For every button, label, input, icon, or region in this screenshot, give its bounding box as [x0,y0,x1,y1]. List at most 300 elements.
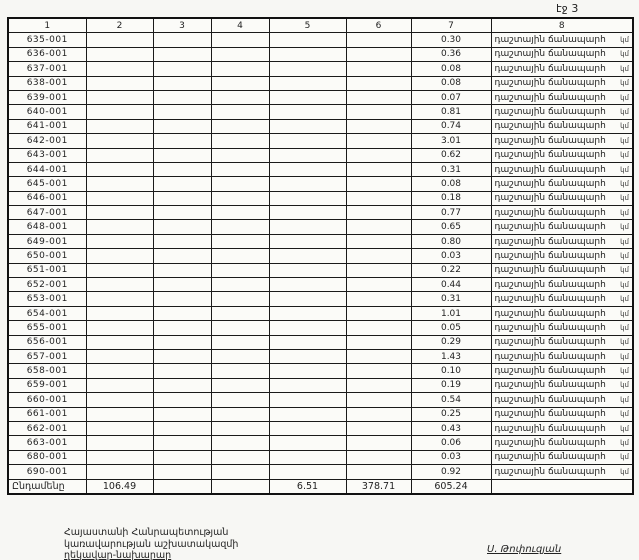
road-type-label: դաշտային ճանապարհ [494,107,606,118]
table-row [8,249,633,263]
empty-cell-col4 [211,47,269,61]
row-id-cell: 659-001 [8,378,86,392]
column-header-2: 2 [86,18,153,33]
row-value-cell: 0.62 [411,148,491,162]
row-id-cell: 643-001 [8,148,86,162]
empty-cell-col6 [346,62,411,76]
row-id-cell: 660-001 [8,393,86,407]
unit-label: կմ [620,194,629,203]
empty-cell-col2 [86,421,153,435]
table-row [8,378,633,392]
empty-cell-col3 [153,134,211,148]
row-id-cell: 662-001 [8,421,86,435]
empty-cell-col4 [211,421,269,435]
road-type-label: դաշտային ճանապարհ [494,294,606,305]
row-road-cell [491,162,633,176]
row-id-cell: 663-001 [8,436,86,450]
unit-label: կմ [620,467,629,476]
empty-cell-col5 [269,407,346,421]
row-value-cell: 0.54 [411,393,491,407]
empty-cell-col3 [153,407,211,421]
unit-label: կմ [620,453,629,462]
row-road-cell [491,105,633,119]
empty-cell-col3 [153,393,211,407]
table-row [8,220,633,234]
row-road-cell [491,393,633,407]
empty-cell-col5 [269,62,346,76]
road-type-label: դաշտային ճանապարհ [494,466,606,477]
table-row [8,278,633,292]
unit-label: կմ [620,223,629,232]
row-value-cell: 0.74 [411,119,491,133]
row-id-cell: 639-001 [8,90,86,104]
empty-cell-col3 [153,450,211,464]
empty-cell-col4 [211,407,269,421]
column-header-5: 5 [269,18,346,33]
empty-cell-col2 [86,249,153,263]
empty-cell-col6 [346,76,411,90]
total-col7: 605.24 [411,479,491,494]
empty-cell-col4 [211,33,269,47]
unit-label: կմ [620,352,629,361]
table-row [8,450,633,464]
row-value-cell: 0.22 [411,263,491,277]
empty-cell-col2 [86,436,153,450]
empty-cell-col5 [269,335,346,349]
empty-cell-col6 [346,465,411,479]
unit-label: կմ [620,64,629,73]
empty-cell-col2 [86,234,153,248]
signature-name: Ս. Թոփուզյան [487,544,562,555]
empty-cell-col3 [153,306,211,320]
table-row [8,393,633,407]
footer-line-2: կառավարության աշխատակազմի [64,538,239,550]
table-row [8,177,633,191]
table-row [8,306,633,320]
empty-cell-col3 [153,220,211,234]
empty-cell-col3 [153,162,211,176]
empty-cell-col6 [346,450,411,464]
empty-cell-col2 [86,321,153,335]
empty-cell-col6 [346,378,411,392]
row-id-cell: 653-001 [8,292,86,306]
empty-cell-col6 [346,364,411,378]
empty-cell-col6 [346,220,411,234]
empty-cell-col2 [86,465,153,479]
empty-cell-col6 [346,134,411,148]
empty-cell-col2 [86,134,153,148]
total-col3-empty [153,479,211,494]
total-col5: 6.51 [269,479,346,494]
road-type-label: դաշտային ճանապարհ [494,308,606,319]
empty-cell-col3 [153,76,211,90]
unit-label: կմ [620,381,629,390]
row-id-cell: 656-001 [8,335,86,349]
empty-cell-col5 [269,162,346,176]
empty-cell-col3 [153,119,211,133]
row-value-cell: 1.43 [411,349,491,363]
empty-cell-col4 [211,191,269,205]
empty-cell-col6 [346,119,411,133]
empty-cell-col2 [86,349,153,363]
row-id-cell: 648-001 [8,220,86,234]
empty-cell-col4 [211,76,269,90]
road-type-label: դաշտային ճանապարհ [494,207,606,218]
empty-cell-col6 [346,407,411,421]
empty-cell-col2 [86,177,153,191]
empty-cell-col3 [153,465,211,479]
empty-cell-col6 [346,162,411,176]
empty-cell-col5 [269,436,346,450]
row-road-cell [491,206,633,220]
row-road-cell [491,263,633,277]
empty-cell-col2 [86,33,153,47]
unit-label: կմ [620,108,629,117]
empty-cell-col4 [211,393,269,407]
empty-cell-col5 [269,378,346,392]
empty-cell-col4 [211,292,269,306]
empty-cell-col2 [86,47,153,61]
empty-cell-col5 [269,134,346,148]
row-id-cell: 644-001 [8,162,86,176]
row-value-cell: 0.81 [411,105,491,119]
table-row [8,234,633,248]
empty-cell-col5 [269,148,346,162]
table-row [8,349,633,363]
row-id-cell: 645-001 [8,177,86,191]
footer-line-1: Հայաստանի Հանրապետության [64,527,229,538]
row-id-cell: 635-001 [8,33,86,47]
unit-label: կմ [620,179,629,188]
empty-cell-col4 [211,206,269,220]
empty-cell-col2 [86,450,153,464]
empty-cell-col4 [211,349,269,363]
row-road-cell [491,465,633,479]
road-type-label: դաշտային ճանապարհ [494,150,606,161]
row-road-cell [491,119,633,133]
table-row [8,321,633,335]
row-id-cell: 657-001 [8,349,86,363]
road-type-label: դաշտային ճանապարհ [494,193,606,204]
row-value-cell: 1.01 [411,306,491,320]
row-id-cell: 642-001 [8,134,86,148]
row-id-cell: 636-001 [8,47,86,61]
empty-cell-col3 [153,177,211,191]
empty-cell-col6 [346,393,411,407]
empty-cell-col2 [86,292,153,306]
empty-cell-col6 [346,90,411,104]
empty-cell-col6 [346,249,411,263]
table-row [8,292,633,306]
empty-cell-col6 [346,349,411,363]
road-type-label: դաշտային ճանապարհ [494,121,606,132]
empty-cell-col2 [86,191,153,205]
empty-cell-col4 [211,364,269,378]
empty-cell-col6 [346,148,411,162]
road-type-label: դաշտային ճանապարհ [494,236,606,247]
row-road-cell [491,76,633,90]
unit-label: կմ [620,165,629,174]
empty-cell-col4 [211,90,269,104]
footer-office-block [64,527,238,560]
table-row [8,33,633,47]
table-row [8,90,633,104]
row-road-cell [491,62,633,76]
empty-cell-col2 [86,90,153,104]
empty-cell-col2 [86,148,153,162]
empty-cell-col2 [86,206,153,220]
empty-cell-col3 [153,90,211,104]
row-road-cell [491,33,633,47]
road-type-label: դաշտային ճանապարհ [494,164,606,175]
road-type-label: դաշտային ճանապարհ [494,92,606,103]
row-road-cell [491,450,633,464]
row-id-cell: 690-001 [8,465,86,479]
row-road-cell [491,177,633,191]
unit-label: կմ [620,93,629,102]
empty-cell-col2 [86,378,153,392]
empty-cell-col2 [86,62,153,76]
empty-cell-col5 [269,33,346,47]
empty-cell-col3 [153,47,211,61]
table-row [8,206,633,220]
table-row [8,62,633,76]
table-header-row [8,18,633,33]
row-value-cell: 3.01 [411,134,491,148]
empty-cell-col5 [269,292,346,306]
road-type-label: դաշտային ճանապարհ [494,409,606,420]
empty-cell-col4 [211,234,269,248]
empty-cell-col6 [346,47,411,61]
row-id-cell: 661-001 [8,407,86,421]
empty-cell-col2 [86,220,153,234]
unit-label: կմ [620,79,629,88]
row-id-cell: 658-001 [8,364,86,378]
unit-label: կմ [620,151,629,160]
row-road-cell [491,306,633,320]
unit-label: կմ [620,208,629,217]
road-type-label: դաշտային ճանապարհ [494,78,606,89]
table-row [8,465,633,479]
row-id-cell: 655-001 [8,321,86,335]
empty-cell-col4 [211,105,269,119]
empty-cell-col5 [269,177,346,191]
column-header-3: 3 [153,18,211,33]
empty-cell-col2 [86,119,153,133]
road-type-label: դաշտային ճանապարհ [494,63,606,74]
column-header-8: 8 [491,18,633,33]
row-value-cell: 0.03 [411,249,491,263]
column-header-4: 4 [211,18,269,33]
column-header-1: 1 [8,18,86,33]
row-value-cell: 0.43 [411,421,491,435]
unit-label: կմ [620,251,629,260]
total-col6: 378.71 [346,479,411,494]
empty-cell-col6 [346,278,411,292]
empty-cell-col5 [269,263,346,277]
empty-cell-col2 [86,278,153,292]
empty-cell-col4 [211,450,269,464]
row-road-cell [491,364,633,378]
empty-cell-col3 [153,234,211,248]
empty-cell-col3 [153,364,211,378]
empty-cell-col3 [153,378,211,392]
row-id-cell: 680-001 [8,450,86,464]
column-header-7: 7 [411,18,491,33]
row-id-cell: 637-001 [8,62,86,76]
row-value-cell: 0.18 [411,191,491,205]
empty-cell-col5 [269,76,346,90]
row-id-cell: 638-001 [8,76,86,90]
row-road-cell [491,249,633,263]
row-road-cell [491,378,633,392]
empty-cell-col4 [211,278,269,292]
empty-cell-col4 [211,321,269,335]
row-value-cell: 0.36 [411,47,491,61]
empty-cell-col4 [211,148,269,162]
row-value-cell: 0.25 [411,407,491,421]
road-type-label: դաշտային ճանապարհ [494,135,606,146]
empty-cell-col4 [211,220,269,234]
table-row [8,47,633,61]
empty-cell-col4 [211,465,269,479]
total-label: Ընդամենը [8,479,86,494]
empty-cell-col5 [269,234,346,248]
empty-cell-col4 [211,306,269,320]
empty-cell-col5 [269,364,346,378]
row-id-cell: 652-001 [8,278,86,292]
road-type-label: դաշտային ճանապարհ [494,394,606,405]
unit-label: կմ [620,439,629,448]
row-id-cell: 640-001 [8,105,86,119]
empty-cell-col5 [269,249,346,263]
empty-cell-col6 [346,105,411,119]
empty-cell-col3 [153,191,211,205]
unit-label: կմ [620,395,629,404]
unit-label: կմ [620,309,629,318]
empty-cell-col5 [269,105,346,119]
empty-cell-col3 [153,33,211,47]
empty-cell-col6 [346,321,411,335]
road-type-label: դաշտային ճանապարհ [494,178,606,189]
total-col2: 106.49 [86,479,153,494]
row-value-cell: 0.08 [411,62,491,76]
empty-cell-col4 [211,177,269,191]
table-row [8,421,633,435]
table-row [8,76,633,90]
road-type-label: դաշտային ճանապարհ [494,222,606,233]
empty-cell-col2 [86,393,153,407]
row-value-cell: 0.05 [411,321,491,335]
row-id-cell: 651-001 [8,263,86,277]
table-row [8,407,633,421]
table-row [8,364,633,378]
unit-label: կմ [620,424,629,433]
road-type-label: դաշտային ճանապարհ [494,279,606,290]
unit-label: կմ [620,36,629,45]
empty-cell-col6 [346,306,411,320]
row-id-cell: 650-001 [8,249,86,263]
road-type-label: դաշտային ճանապարհ [494,250,606,261]
footer-line-3: ղեկավար-նախարար [64,550,172,560]
road-type-label: դաշտային ճանապարհ [494,49,606,60]
road-type-label: դաշտային ճանապարհ [494,265,606,276]
empty-cell-col5 [269,206,346,220]
table-total-row [8,479,633,494]
empty-cell-col2 [86,76,153,90]
row-id-cell: 654-001 [8,306,86,320]
empty-cell-col5 [269,191,346,205]
total-col8-empty [491,479,633,494]
unit-label: կմ [620,338,629,347]
empty-cell-col2 [86,364,153,378]
empty-cell-col4 [211,134,269,148]
row-value-cell: 0.08 [411,177,491,191]
road-type-label: դաշտային ճանապարհ [494,337,606,348]
row-road-cell [491,349,633,363]
table-body [8,33,633,479]
column-header-6: 6 [346,18,411,33]
table-row [8,105,633,119]
row-value-cell: 0.06 [411,436,491,450]
row-value-cell: 0.92 [411,465,491,479]
empty-cell-col5 [269,321,346,335]
row-value-cell: 0.31 [411,162,491,176]
empty-cell-col6 [346,191,411,205]
row-road-cell [491,234,633,248]
row-road-cell [491,191,633,205]
row-road-cell [491,292,633,306]
empty-cell-col5 [269,349,346,363]
empty-cell-col5 [269,119,346,133]
empty-cell-col6 [346,335,411,349]
road-type-label: դաշտային ճանապարհ [494,438,606,449]
row-value-cell: 0.03 [411,450,491,464]
road-type-label: դաշտային ճանապարհ [494,380,606,391]
empty-cell-col3 [153,292,211,306]
table-row [8,191,633,205]
unit-label: կմ [620,410,629,419]
empty-cell-col6 [346,436,411,450]
row-road-cell [491,278,633,292]
empty-cell-col5 [269,465,346,479]
row-value-cell: 0.30 [411,33,491,47]
table-row [8,119,633,133]
empty-cell-col2 [86,335,153,349]
empty-cell-col5 [269,278,346,292]
empty-cell-col4 [211,119,269,133]
empty-cell-col3 [153,263,211,277]
empty-cell-col3 [153,278,211,292]
table-row [8,335,633,349]
row-value-cell: 0.44 [411,278,491,292]
table-row [8,148,633,162]
table-row [8,134,633,148]
empty-cell-col6 [346,234,411,248]
row-value-cell: 0.07 [411,90,491,104]
unit-label: կմ [620,136,629,145]
row-id-cell: 641-001 [8,119,86,133]
empty-cell-col2 [86,263,153,277]
empty-cell-col2 [86,105,153,119]
row-value-cell: 0.65 [411,220,491,234]
empty-cell-col3 [153,62,211,76]
empty-cell-col5 [269,306,346,320]
unit-label: կմ [620,237,629,246]
empty-cell-col4 [211,249,269,263]
road-type-label: դաշտային ճանապարհ [494,322,606,333]
empty-cell-col3 [153,105,211,119]
